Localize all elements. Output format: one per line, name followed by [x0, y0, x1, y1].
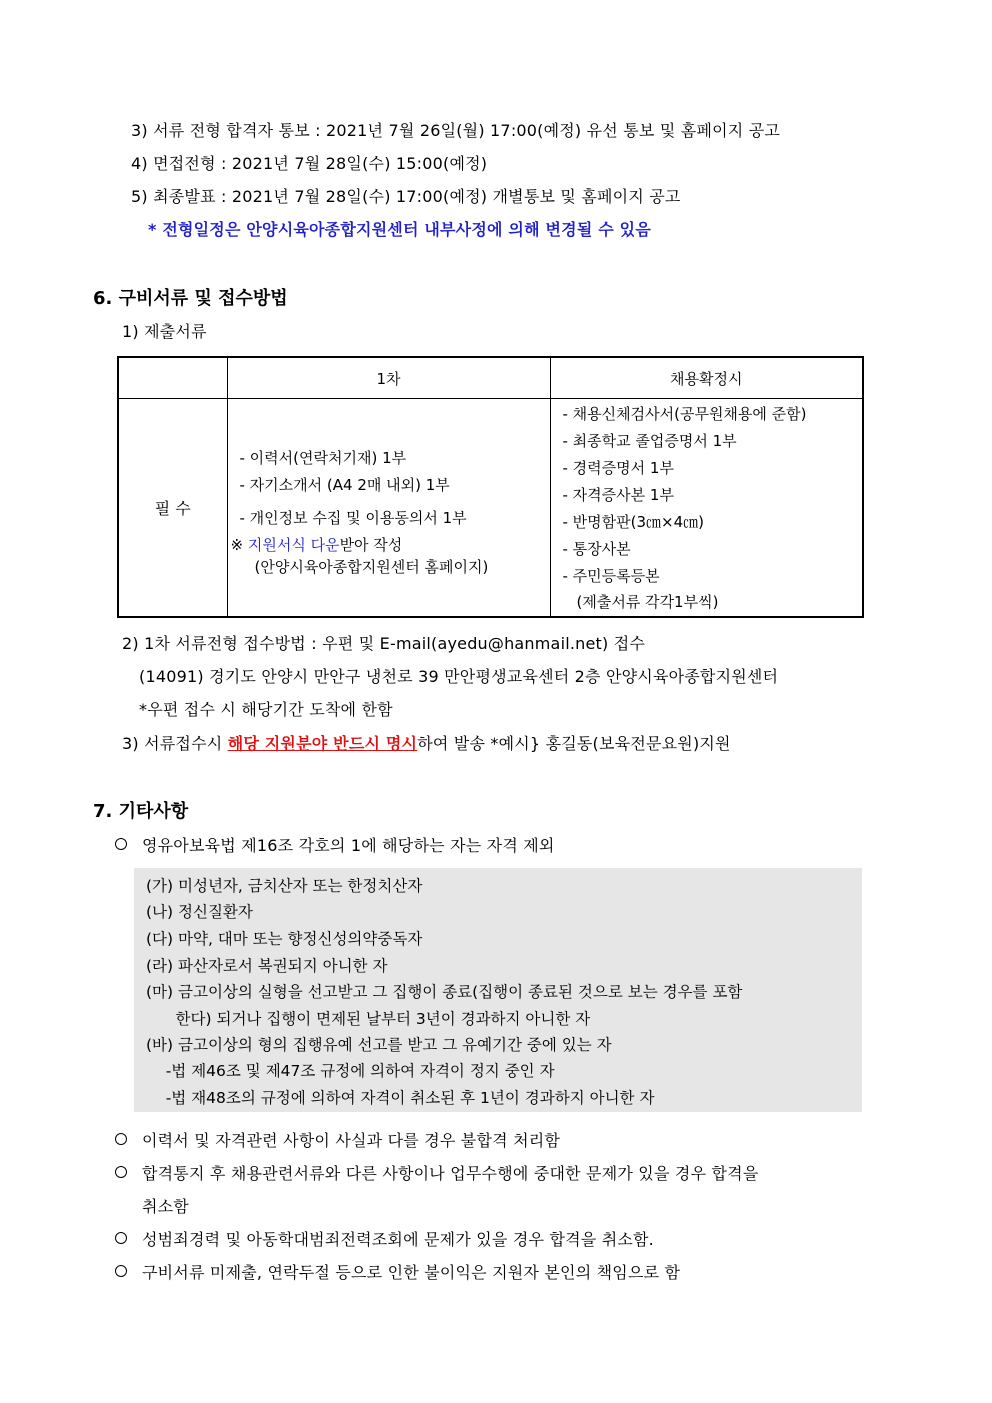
- section-6-sub1: 1) 제출서류: [122, 322, 207, 341]
- address-line: (14091) 경기도 안양시 만안구 냉천로 39 만안평생교육센터 2층 안양시육아종합지원센터: [139, 667, 779, 686]
- bullet-3-line2: 취소함: [142, 1197, 189, 1216]
- disqualification-item: 한다) 되거나 집행이 면제된 날부터 3년이 경과하지 아니한 자: [146, 1010, 591, 1028]
- post-note: *우편 접수 시 해당기간 도착에 한함: [139, 700, 393, 719]
- disqualification-item: -법 제46조 및 제47조 규정에 의하여 자격이 정지 중인 자: [146, 1062, 555, 1080]
- disqualification-item: (라) 파산자로서 복권되지 아니한 자: [146, 957, 388, 975]
- final-item: - 최종학교 졸업증명서 1부: [562, 432, 737, 450]
- form-download-highlight: 지원서식 다운: [247, 535, 340, 554]
- final-item: - 주민등록등본: [562, 567, 660, 585]
- row-label-required: 필 수: [118, 399, 227, 618]
- section-6-sub3: 3) 서류접수시 해당 지원분야 반드시 명시하여 발송 *예시} 홍길동(보육전문요원)지원: [122, 734, 731, 753]
- table-row-required: [118, 399, 863, 618]
- schedule-note: * 전형일정은 안양시육아종합지원센터 내부사정에 의해 변경될 수 있음: [148, 220, 651, 239]
- disqualification-item: (다) 마약, 대마 또는 향정신성의약중독자: [146, 930, 423, 948]
- specify-field-highlight: 해당 지원분야 반드시 명시: [227, 734, 418, 753]
- final-item: - 반명함판(3㎝×4㎝): [562, 513, 705, 531]
- documents-table: [117, 356, 864, 618]
- disqualification-item: (마) 금고이상의 실형을 선고받고 그 집행이 종료(집행이 종료된 것으로 보는 경우를 포함: [146, 983, 743, 1001]
- schedule-item-4: 4) 면접전형 : 2021년 7월 28일(수) 15:00(예정): [131, 154, 488, 173]
- final-item: - 경력증명서 1부: [562, 459, 674, 477]
- final-item: - 자격증사본 1부: [562, 486, 674, 504]
- section-6-title: 6. 구비서류 및 접수방법: [93, 288, 288, 309]
- circle-bullet-icon: [115, 838, 127, 850]
- final-note: (제출서류 각각1부씩): [576, 593, 719, 611]
- first-note: ※ 지원서식 다운받아 작성: [230, 535, 403, 554]
- table-header-row: [118, 357, 863, 399]
- disqualification-item: -법 재48조의 규정에 의하여 자격이 취소된 후 1년이 경과하지 아니한 자: [146, 1089, 655, 1107]
- first-note-line2: (안양시육아종합지원센터 홈페이지): [254, 557, 489, 576]
- circle-bullet-icon: [115, 1232, 127, 1244]
- bullet-4: 성범죄경력 및 아동학대범죄전력조회에 문제가 있을 경우 합격을 취소함.: [142, 1230, 654, 1249]
- bullet-1: 영유아보육법 제16조 각호의 1에 해당하는 자는 자격 제외: [142, 836, 555, 855]
- disqualification-item: (바) 금고이상의 형의 집행유예 선고를 받고 그 유예기간 중에 있는 자: [146, 1036, 612, 1054]
- table-header-first: 1차: [227, 357, 550, 399]
- schedule-item-3: 3) 서류 전형 합격자 통보 : 2021년 7월 26일(월) 17:00(예정) 유선 통보 및 홈페이지 공고: [131, 121, 781, 140]
- circle-bullet-icon: [115, 1166, 127, 1178]
- circle-bullet-icon: [115, 1265, 127, 1277]
- section-7-title: 7. 기타사항: [93, 801, 189, 822]
- first-item: - 개인정보 수집 및 이용동의서 1부: [239, 509, 467, 528]
- bullet-5: 구비서류 미제출, 연락두절 등으로 인한 불이익은 지원자 본인의 책임으로 함: [142, 1263, 681, 1282]
- final-item: - 통장사본: [562, 540, 631, 558]
- disqualification-item: (나) 정신질환자: [146, 903, 253, 921]
- section-6-sub2: 2) 1차 서류전형 접수방법 : 우편 및 E-mail(ayedu@hanmail.net) 접수: [122, 634, 646, 653]
- final-stage-cell: [550, 399, 863, 618]
- final-item: - 채용신체검사서(공무원채용에 준함): [562, 405, 807, 423]
- bullet-3: 합격통지 후 채용관련서류와 다른 사항이나 업무수행에 중대한 문제가 있을 경우 합격을: [142, 1164, 759, 1183]
- bullet-2: 이력서 및 자격관련 사항이 사실과 다를 경우 불합격 처리함: [142, 1131, 561, 1150]
- first-item: - 자기소개서 (A4 2매 내외) 1부: [239, 475, 450, 494]
- first-item: - 이력서(연락처기재) 1부: [239, 449, 407, 468]
- table-header-empty: [118, 357, 227, 399]
- circle-bullet-icon: [115, 1133, 127, 1145]
- disqualification-item: (가) 미성년자, 금치산자 또는 한정치산자: [146, 877, 423, 895]
- schedule-item-5: 5) 최종발표 : 2021년 7월 28일(수) 17:00(예정) 개별통보 및 홈페이지 공고: [131, 187, 681, 206]
- table-header-final: 채용확정시: [550, 357, 863, 399]
- first-stage-cell: [227, 399, 550, 618]
